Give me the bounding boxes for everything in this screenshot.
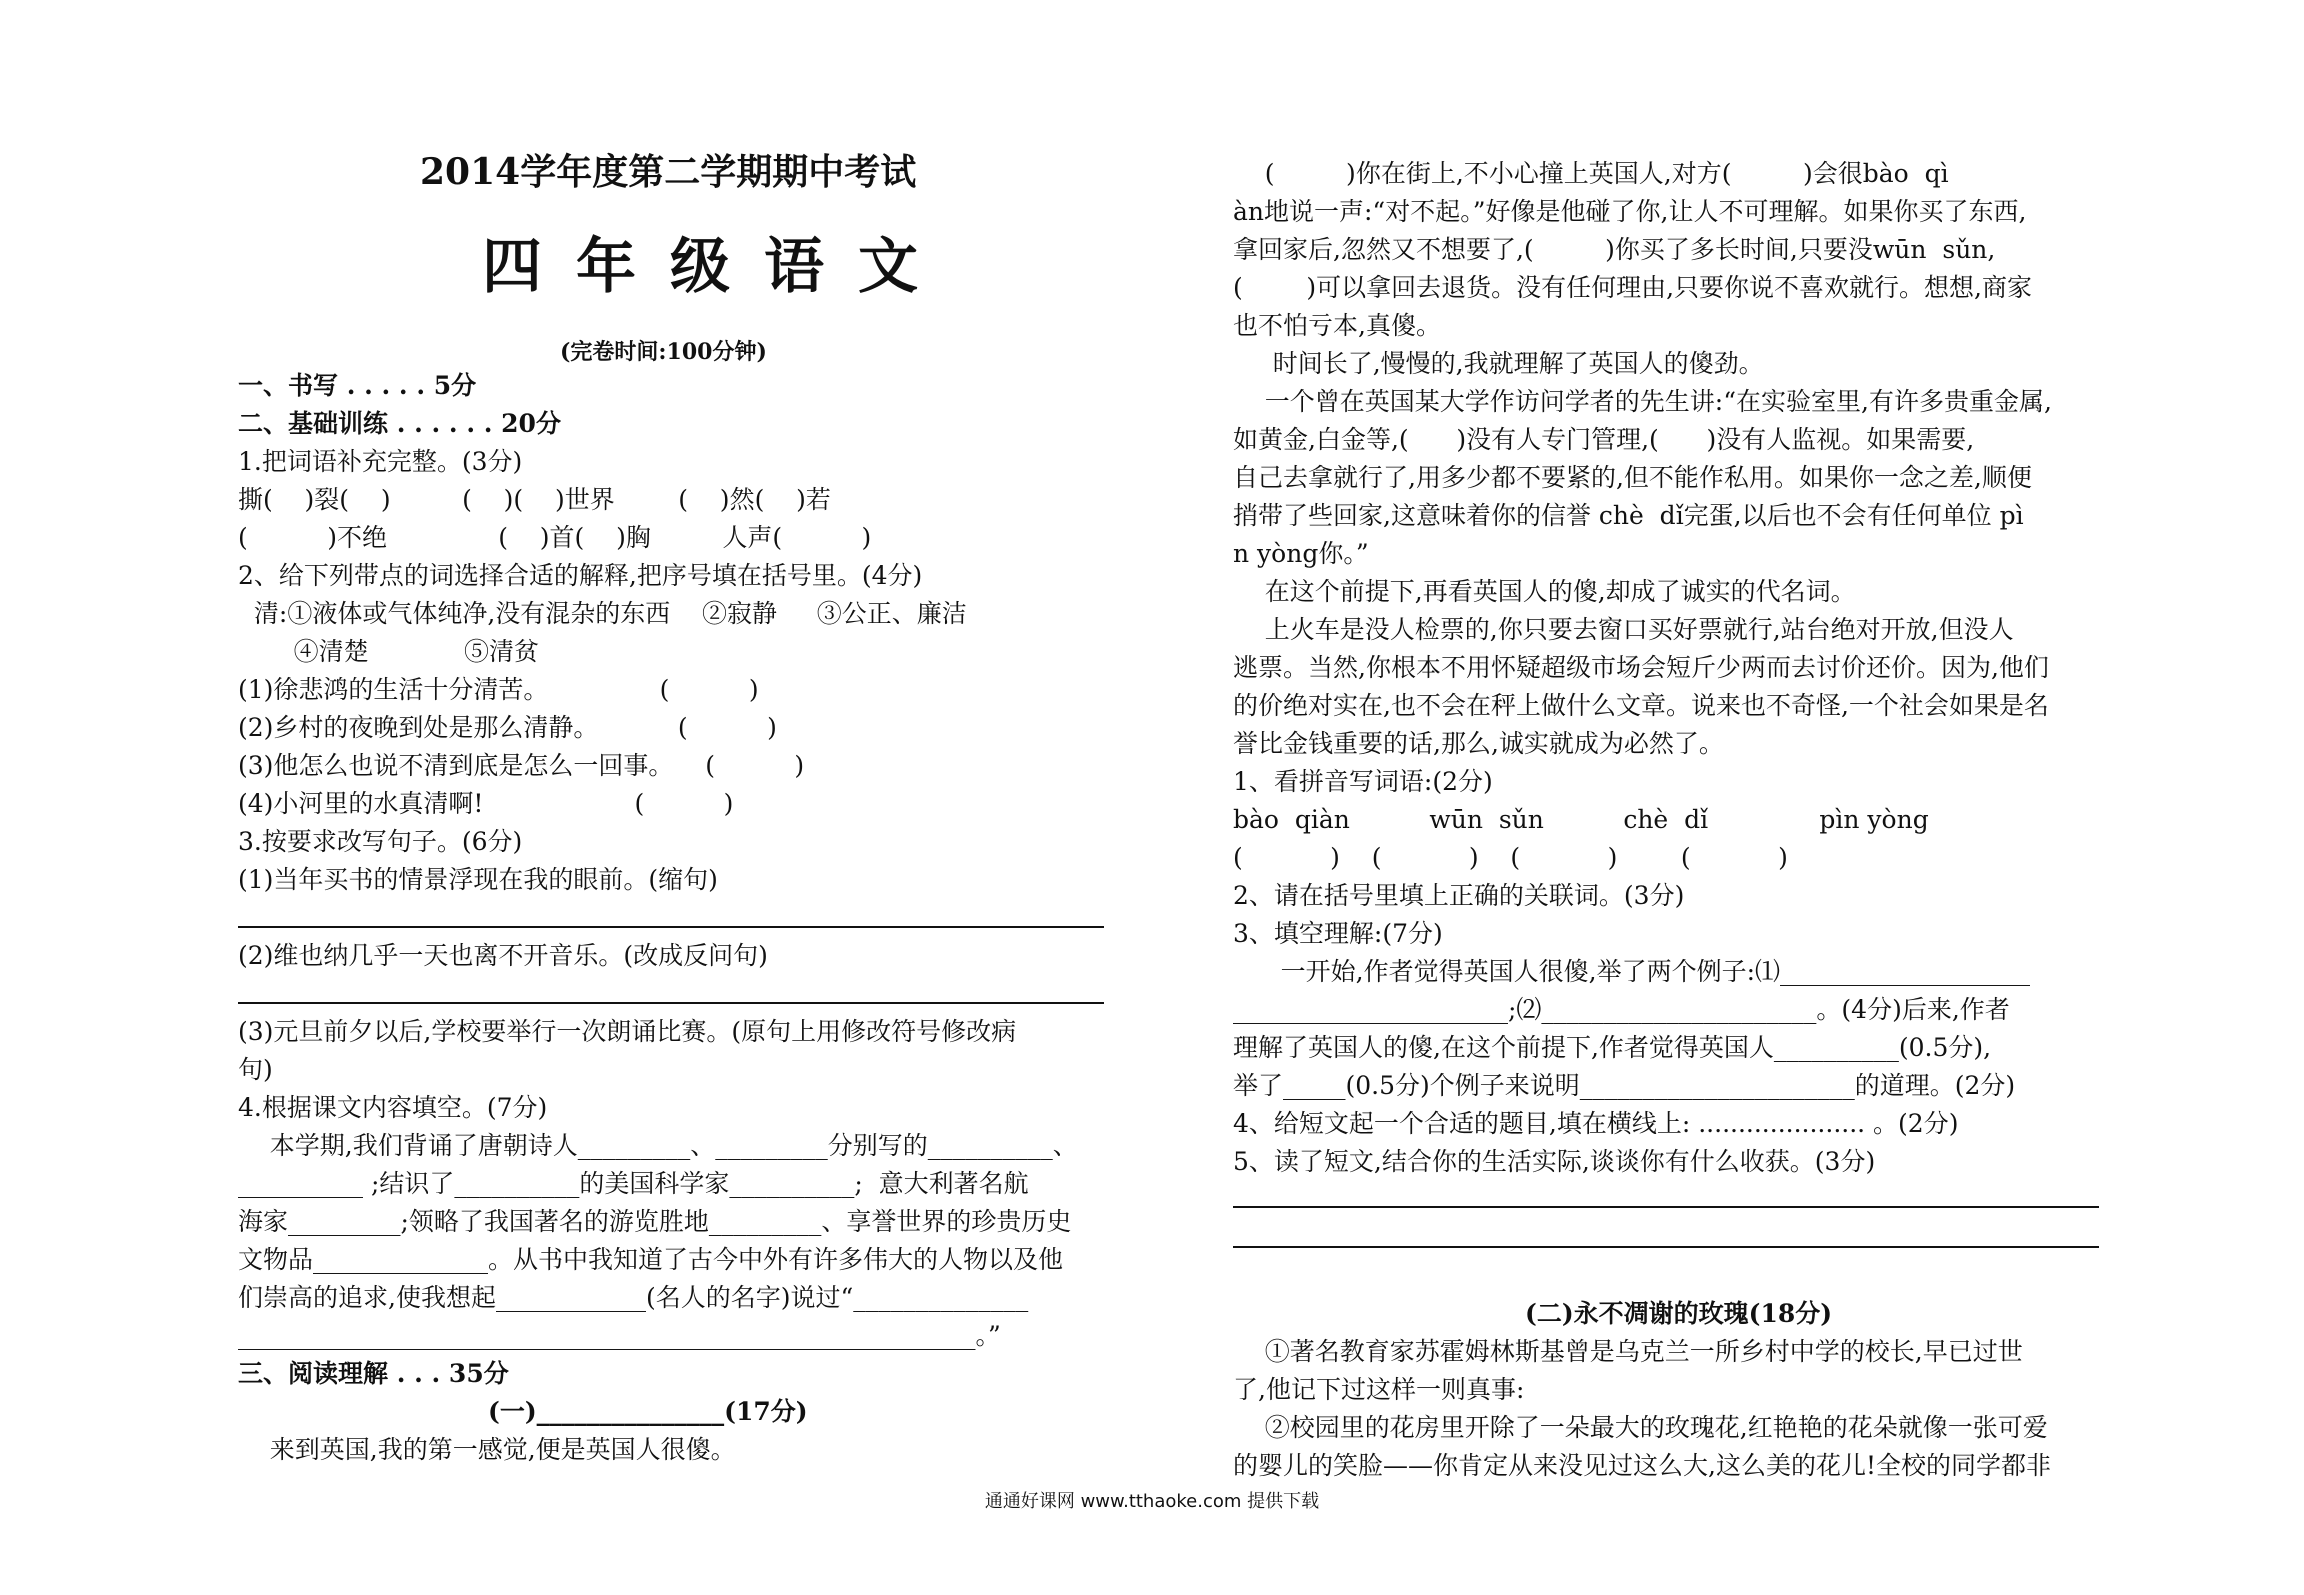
q3-item-1: (1)当年买书的情景浮现在我的眼前。(缩句) <box>238 865 718 894</box>
reading-q3-line-1: 一开始,作者觉得英国人很傻,举了两个例子:⑴____________________ <box>1233 957 2030 986</box>
passage-2-line: ①著名教育家苏霍姆林斯基曾是乌克兰一所乡村中学的校长,早已过世 <box>1233 1337 2023 1366</box>
q1-line-2: ( )不绝 ( )首( )胸 人声( ) <box>238 523 872 552</box>
reading-q3: 3、填空理解:(7分) <box>1233 919 1443 948</box>
reading-q2: 2、请在括号里填上正确的关联词。(3分) <box>1233 881 1685 910</box>
passage-line: 一个曾在英国某大学作访问学者的先生讲:“在实验室里,有许多贵重金属, <box>1233 387 2052 416</box>
reading-q5: 5、读了短文,结合你的生活实际,谈谈你有什么收获。(3分) <box>1233 1147 1876 1176</box>
section-basics: 二、基础训练 . . . . . . 20分 <box>238 409 561 438</box>
q1-line-1: 撕( )裂( ) ( )( )世界 ( )然( )若 <box>238 485 831 514</box>
q4-line-2: __________ ;结识了__________的美国科学家__________; 意大利著名航 <box>238 1169 1029 1198</box>
subject-title: 四年级语文 <box>482 232 952 302</box>
q2-item-1: (1)徐悲鸿的生活十分清苦。 ( ) <box>238 675 759 704</box>
passage-line: 逃票。当然,你根本不用怀疑超级市场会短斤少两而去讨价还价。因为,他们 <box>1233 653 2049 682</box>
passage-line: àn地说一声:“对不起。”好像是他碰了你,让人不可理解。如果你买了东西, <box>1233 197 2027 226</box>
passage-line: 拿回家后,忽然又不想要了,( )你买了多长时间,只要没wūn sǔn, <box>1233 235 1996 264</box>
answer-line <box>1233 1246 2099 1248</box>
question-3: 3.按要求改写句子。(6分) <box>238 827 523 856</box>
reading-q3-line-4: 举了_____(0.5分)个例子来说明______________________的道理。(2分) <box>1233 1071 2016 1100</box>
reading-q1: 1、看拼音写词语:(2分) <box>1233 767 1493 796</box>
q4-line-4: 文物品______________。从书中我知道了古今中外有许多伟大的人物以及他 <box>238 1245 1064 1274</box>
answer-line <box>238 1002 1104 1004</box>
q4-line-1: 本学期,我们背诵了唐朝诗人_________、_________分别写的__________、 <box>238 1131 1078 1160</box>
reading-q4: 4、给短文起一个合适的题目,填在横线上: ..................... 。(2分) <box>1233 1109 1959 1138</box>
q2-item-3: (3)他怎么也说不清到底是怎么一回事。 ( ) <box>238 751 805 780</box>
q4-line-3: 海家_________;领略了我国著名的游览胜地_________、享誉世界的珍贵历史 <box>238 1207 1072 1236</box>
q2-definitions-1: 清:①液体或气体纯净,没有混杂的东西 ②寂静 ③公正、廉洁 <box>238 599 967 628</box>
passage-line: 在这个前提下,再看英国人的傻,却成了诚实的代名词。 <box>1233 577 1856 606</box>
q3-item-3: (3)元旦前夕以后,学校要举行一次朗诵比赛。(原句上用修改符号修改病 <box>238 1017 1017 1046</box>
reading-q3-line-2: ______________________;⑵______________________。(4分)后来,作者 <box>1233 995 2010 1024</box>
reading-q3-line-3: 理解了英国人的傻,在这个前提下,作者觉得英国人__________(0.5分), <box>1233 1033 1992 1062</box>
section-writing: 一、书写 . . . . . 5分 <box>238 371 477 400</box>
passage-2-heading: (二)永不凋谢的玫瑰(18分) <box>1525 1299 1833 1328</box>
q4-line-5: 们崇高的追求,使我想起____________(名人的名字)说过“______________ <box>238 1283 1029 1312</box>
question-1: 1.把词语补充完整。(3分) <box>238 447 523 476</box>
passage-2-line: 了,他记下过这样一则真事: <box>1233 1375 1525 1404</box>
answer-line <box>1233 1206 2099 1208</box>
q2-item-2: (2)乡村的夜晚到处是那么清静。 ( ) <box>238 713 777 742</box>
q3-item-3-cont: 句) <box>238 1055 273 1084</box>
passage-2-line: 的婴儿的笑脸——你肯定从来没见过这么大,这么美的花儿!全校的同学都非 <box>1233 1451 2051 1480</box>
passage-line: 的价绝对实在,也不会在秤上做什么文章。说来也不奇怪,一个社会如果是名 <box>1233 691 2049 720</box>
passage-2-line: ②校园里的花房里开除了一朵最大的玫瑰花,红艳艳的花朵就像一张可爱 <box>1233 1413 2048 1442</box>
question-4: 4.根据课文内容填空。(7分) <box>238 1093 548 1122</box>
answer-line <box>238 926 1104 928</box>
q4-line-6: ___________________________________________________________。” <box>238 1321 1001 1350</box>
q2-definitions-2: ④清楚 ⑤清贫 <box>238 637 539 666</box>
q2-item-4: (4)小河里的水真清啊! ( ) <box>238 789 734 818</box>
passage-1-line-1: 来到英国,我的第一感觉,便是英国人很傻。 <box>238 1435 736 1464</box>
q3-item-2: (2)维也纳几乎一天也离不开音乐。(改成反问句) <box>238 941 768 970</box>
passage-line: 时间长了,慢慢的,我就理解了英国人的傻劲。 <box>1233 349 1764 378</box>
passage-line: 也不怕亏本,真傻。 <box>1233 311 1441 340</box>
page-footer: 通通好课网 www.tthaoke.com 提供下载 <box>984 1491 1320 1512</box>
passage-line: 如黄金,白金等,( )没有人专门管理,( )没有人监视。如果需要, <box>1233 425 1975 454</box>
reading-q1-pinyin: bào qiàn wūn sǔn chè dǐ pìn yòng <box>1233 805 1929 834</box>
exam-title: 2014学年度第二学期期中考试 <box>420 151 917 193</box>
passage-line: 捎带了些回家,这意味着你的信誉 chè dǐ完蛋,以后也不会有任何单位 pì <box>1233 501 2024 530</box>
reading-q1-blanks: ( ) ( ) ( ) ( ) <box>1233 843 1788 872</box>
passage-line: 上火车是没人检票的,你只要去窗口买好票就行,站台绝对开放,但没人 <box>1233 615 2014 644</box>
passage-line: 自己去拿就行了,用多少都不要紧的,但不能作私用。如果你一念之差,顺便 <box>1233 463 2032 492</box>
passage-line: n yòng你。” <box>1233 539 1369 568</box>
exam-duration: (完卷时间:100分钟) <box>560 339 767 365</box>
passage-1-heading: (一)_______________(17分) <box>488 1397 808 1426</box>
passage-line: 誉比金钱重要的话,那么,诚实就成为必然了。 <box>1233 729 1724 758</box>
passage-line: ( )你在街上,不小心撞上英国人,对方( )会很bào qì <box>1233 159 1949 188</box>
section-reading: 三、阅读理解 . . . 35分 <box>238 1359 509 1388</box>
question-2: 2、给下列带点的词选择合适的解释,把序号填在括号里。(4分) <box>238 561 923 590</box>
passage-line: ( )可以拿回去退货。没有任何理由,只要你说不喜欢就行。想想,商家 <box>1233 273 2032 302</box>
